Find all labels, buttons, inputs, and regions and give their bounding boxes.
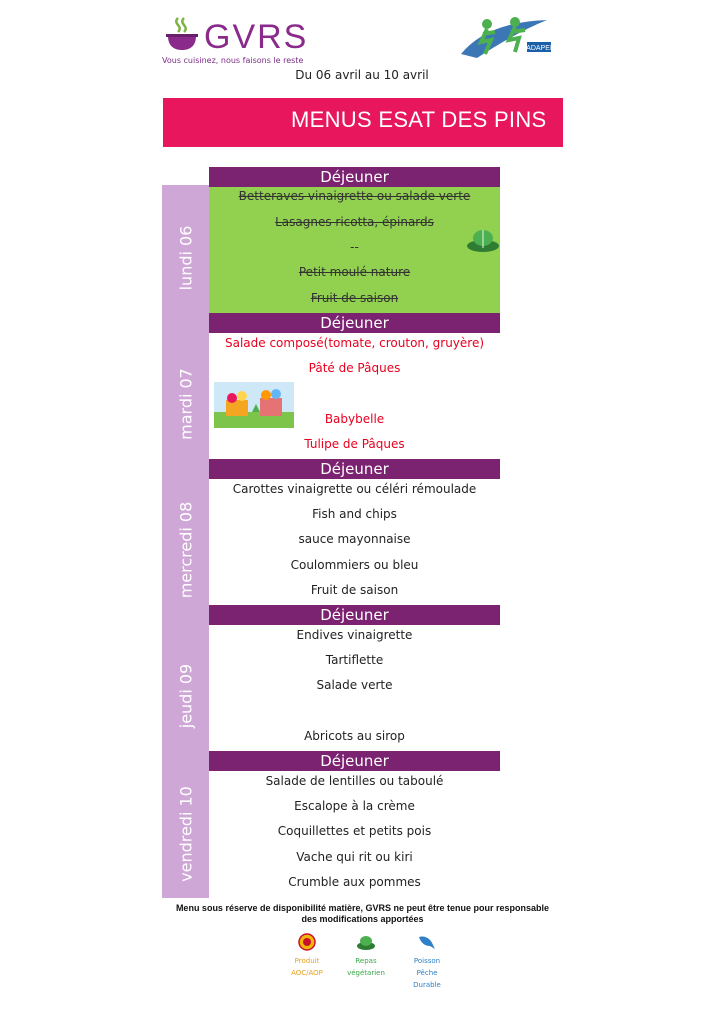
day-label-mercredi: mercredi 08 [176,501,195,599]
menu-dates: Du 06 avril au 10 avril [295,68,429,82]
menu-item: sauce mayonnaise [298,532,411,546]
vegetarian-leaf-icon [465,226,501,254]
day-menu-lundi [209,167,500,313]
dejeuner-header: Déjeuner [209,313,500,333]
menu-item: Salade composé(tomate, crouton, gruyère) [224,336,485,350]
easter-illustration [214,382,294,428]
menu-item: Fruit de saison [310,291,399,305]
dejeuner-header: Déjeuner [209,605,500,625]
menu-item: Carottes vinaigrette ou céléri rémoulade [232,482,477,496]
menu-item: Escalope à la crème [294,799,415,813]
aoc-seal-icon [298,933,316,951]
logo-name: GVRS [204,18,309,56]
legend-aoc: Produit AOC/AOP [277,933,337,979]
vegetarian-leaf-icon [356,933,376,951]
menu-item: Endives vinaigrette [296,628,413,642]
day-label-lundi: lundi 06 [176,225,195,291]
day-menu-jeudi [209,605,500,751]
menu-item: Lasagnes ricotta, épinards [275,215,434,229]
day-label-vendredi: vendredi 10 [176,785,195,882]
menu-item: Fish and chips [312,507,397,521]
day-menu-mercredi [209,459,500,605]
menu-item: Coulommiers ou bleu [290,558,419,572]
menu-item: Babybelle [324,412,385,426]
menu-item: Tulipe de Pâques [304,437,405,451]
menu-item: -- [350,240,359,254]
steaming-pot-icon [164,16,200,52]
day-label-mardi: mardi 07 [176,368,195,440]
menu-item: Betteraves vinaigrette ou salade verte [238,189,471,203]
menu-item: Vache qui rit ou kiri [296,850,413,864]
fish-icon [417,933,437,951]
dejeuner-header: Déjeuner [209,751,500,771]
dejeuner-header: Déjeuner [209,459,500,479]
legend-fish: Poisson Pêche Durable [397,933,457,991]
logo-tagline: Vous cuisinez, nous faisons le reste [162,56,304,65]
menu-item: Salade verte [316,678,393,692]
page-title: MENUS ESAT DES PINS [291,107,547,132]
gvrs-logo [160,14,330,70]
menu-item: Salade de lentilles ou taboulé [265,774,444,788]
adapei-logo [457,14,552,62]
day-label-jeudi: jeudi 09 [176,663,195,729]
day-menu-vendredi [209,751,500,897]
menu-item: Tartiflette [325,653,384,667]
title-banner [163,98,563,147]
menu-item: Petit moulé nature [298,265,411,279]
partner-label: ADAPEI [526,45,552,52]
dejeuner-header: Déjeuner [209,167,500,187]
menu-item: Coquillettes et petits pois [277,824,432,838]
menu-item: Pâté de Pâques [308,361,401,375]
disclaimer-note: Menu sous réserve de disponibilité matière, GVRS ne peut être tenue pour responsable des modifications apportées [175,903,550,924]
menu-item: Abricots au sirop [304,729,405,743]
menu-item: Fruit de saison [310,583,399,597]
legend-vegetarian: Repas végétarien [336,933,396,979]
menu-item: Crumble aux pommes [288,875,421,889]
